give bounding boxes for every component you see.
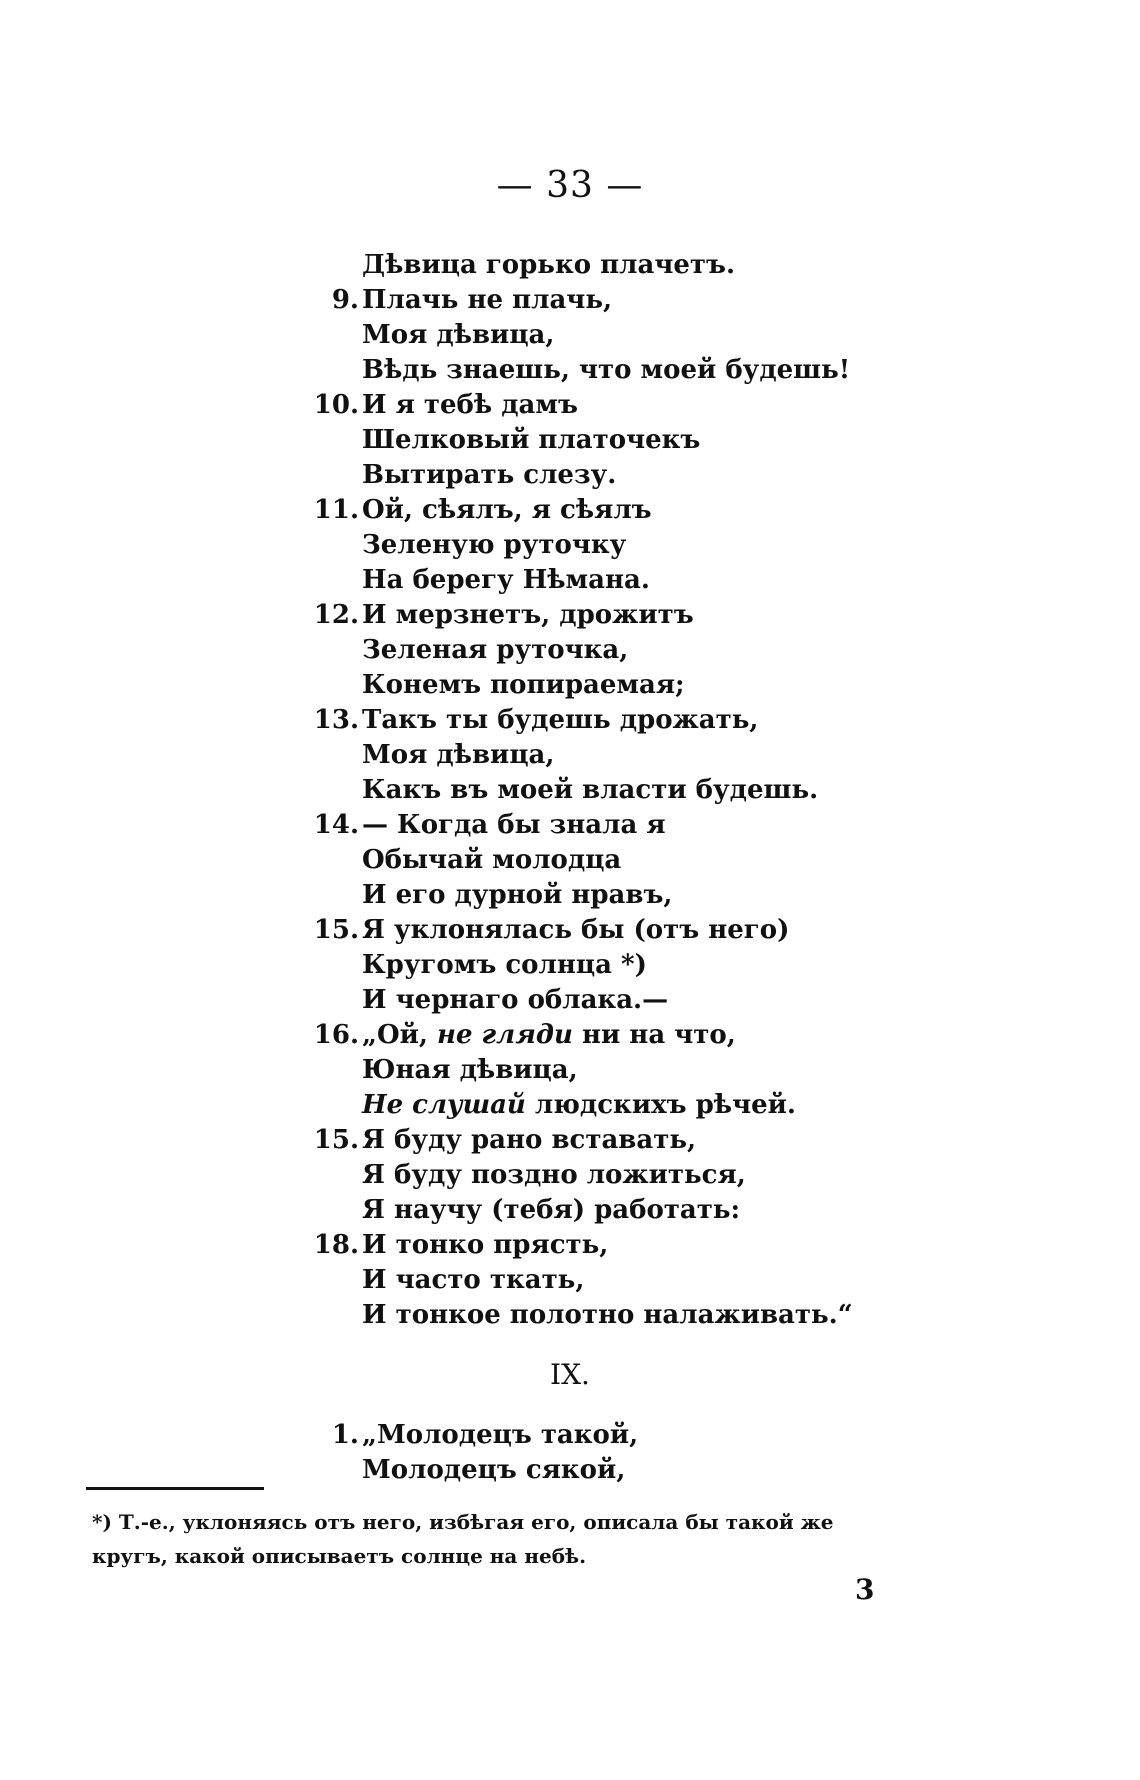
verse-line [295, 563, 1055, 598]
verse-text: Шелковый платочекъ [362, 425, 701, 455]
verse-number: 11. [313, 495, 359, 525]
verse-line [295, 1053, 1055, 1088]
verse-number: 13. [313, 705, 359, 735]
verse-text: Вытирать слезу. [362, 460, 617, 490]
verse-line [295, 633, 1055, 668]
verse-text: людскихъ рѣчей. [525, 1090, 796, 1120]
verse-text: Зеленую руточку [362, 530, 627, 560]
verse-text: Дѣвица горько плачетъ. [362, 250, 736, 280]
verse-number: 10. [313, 390, 359, 420]
verse-line [295, 1453, 1055, 1488]
verse-line [295, 283, 1055, 318]
verse-text: И его дурной нравъ, [362, 880, 673, 910]
verse-line [295, 773, 1055, 808]
section-heading: IX. [550, 1358, 590, 1391]
footnote-line: кругъ, какой описываетъ солнце на небѣ. [92, 1544, 587, 1568]
verse-line [295, 528, 1055, 563]
verse-text-italic: Не слушай [362, 1090, 526, 1120]
verse-line [295, 353, 1055, 388]
verse-line [295, 1228, 1055, 1263]
verse-line [295, 738, 1055, 773]
verse-text: На берегу Нѣмана. [362, 565, 650, 595]
verse-text: Я буду рано вставать, [362, 1125, 697, 1155]
verse-text: И тонкое полотно налаживать.“ [362, 1300, 853, 1330]
verse-number: 9. [331, 285, 359, 315]
verse-text: И часто ткать, [362, 1265, 585, 1295]
verse-line [295, 948, 1055, 983]
verse-text: Моя дѣвица, [362, 320, 555, 350]
page-number: — 33 — [496, 165, 644, 206]
verse-number: 14. [313, 810, 359, 840]
verse-line [295, 1158, 1055, 1193]
verse-line [295, 423, 1055, 458]
verse-line [295, 1263, 1055, 1298]
verse-text: Ой, сѣялъ, я сѣялъ [362, 495, 652, 525]
verse-line [295, 878, 1055, 913]
verse-line [295, 318, 1055, 353]
verse-number: 15. [313, 915, 359, 945]
verse-number: 15. [313, 1125, 359, 1155]
verse-text: И мерзнетъ, дрожитъ [362, 600, 694, 630]
verse-line [295, 1018, 1055, 1053]
verse-text: Обычай молодца [362, 845, 622, 875]
verse-text: Я буду поздно ложиться, [362, 1160, 746, 1190]
verse-line [295, 388, 1055, 423]
verse-block [295, 248, 1055, 1333]
verse-line [295, 1193, 1055, 1228]
verse-text-italic: не гляди [437, 1020, 573, 1050]
verse-number: 18. [313, 1230, 359, 1260]
footnote-rule [86, 1487, 264, 1490]
verse-text: ни на что, [572, 1020, 736, 1050]
verse-line [295, 598, 1055, 633]
verse-text: „Ой, [362, 1020, 437, 1050]
signature-mark: 3 [855, 1573, 875, 1606]
verse-text: Моя дѣвица, [362, 740, 555, 770]
verse-line [295, 1298, 1055, 1333]
verse-line [295, 703, 1055, 738]
verse-number: 16. [313, 1020, 359, 1050]
verse-text: Юная дѣвица, [362, 1055, 578, 1085]
verse-text: Такъ ты будешь дрожать, [362, 705, 759, 735]
verse-line [295, 458, 1055, 493]
verse-text: Я научу (тебя) работать: [362, 1195, 741, 1225]
verse-line [295, 983, 1055, 1018]
verse-text: „Молодецъ такой, [362, 1420, 639, 1450]
verse-block-2 [295, 1418, 1055, 1488]
footnote [92, 1505, 992, 1573]
verse-text: Кругомъ солнца *) [362, 950, 647, 980]
verse-line [295, 1123, 1055, 1158]
verse-text: Какъ въ моей власти будешь. [362, 775, 819, 805]
verse-text: — Когда бы знала я [362, 810, 666, 840]
verse-number: 12. [313, 600, 359, 630]
verse-line [295, 248, 1055, 283]
verse-text: Конемъ попираемая; [362, 670, 685, 700]
verse-line [295, 493, 1055, 528]
verse-line [295, 1088, 1055, 1123]
verse-text: Зеленая руточка, [362, 635, 629, 665]
verse-line [295, 808, 1055, 843]
verse-number: 1. [331, 1420, 359, 1450]
verse-text: И тонко прясть, [362, 1230, 609, 1260]
verse-line [295, 668, 1055, 703]
verse-text: Молодецъ сякой, [362, 1455, 626, 1485]
verse-text: Вѣдь знаешь, что моей будешь! [362, 355, 851, 385]
verse-text: И чернаго облака.— [362, 985, 669, 1015]
verse-line [295, 843, 1055, 878]
verse-text: Плачь не плачь, [362, 285, 613, 315]
verse-text: Я уклонялась бы (отъ него) [362, 915, 790, 945]
verse-line [295, 913, 1055, 948]
verse-text: И я тебѣ дамъ [362, 390, 578, 420]
footnote-line: *) Т.-е., уклоняясь отъ него, избѣгая его, описала бы такой же [92, 1510, 834, 1534]
verse-line [295, 1418, 1055, 1453]
